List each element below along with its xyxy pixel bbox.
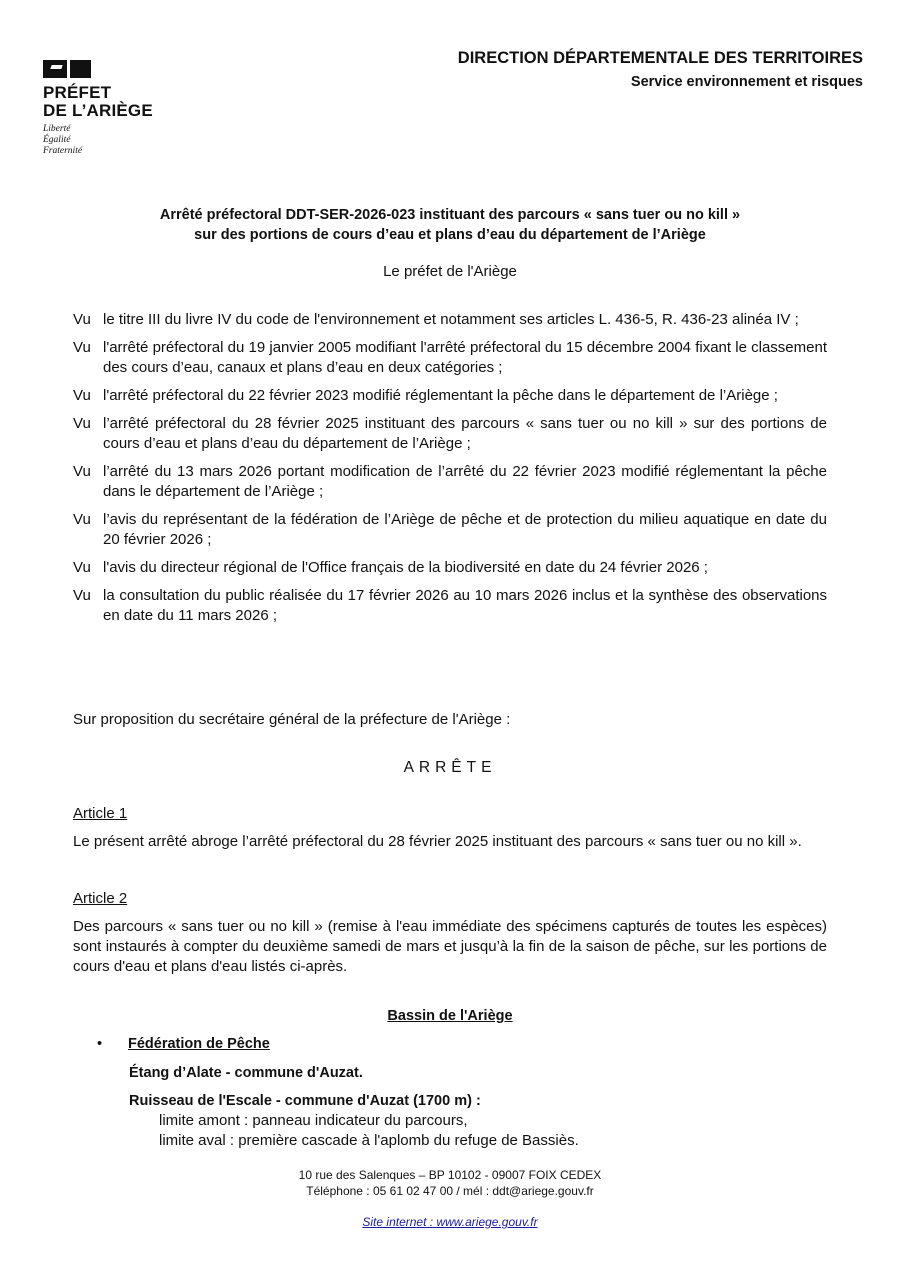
prefet-line-2: DE L’ARIÈGE bbox=[43, 101, 153, 120]
vu-label: Vu bbox=[73, 511, 91, 528]
footer-address: 10 rue des Salenques – BP 10102 - 09007 FOIX CEDEX bbox=[298, 1168, 602, 1182]
federation-label: Fédération de Pêche bbox=[128, 1036, 270, 1052]
site-label: Site internet : bbox=[362, 1215, 437, 1229]
direction-title: DIRECTION DÉPARTEMENTALE DES TERRITOIRES bbox=[457, 49, 863, 67]
article-2-text: Des parcours « sans tuer ou no kill » (remise à l'eau immédiate des spécimens capturés de toutes les espèces) sont instaurés à compter du deuxième samedi de mars et jusqu’à la fin de la saison de pêche, sur les portions de cours d'eau et plans d'eau listés ci-après. bbox=[73, 918, 827, 975]
proposition-text: Sur proposition du secrétaire général de la préfecture de l'Ariège : bbox=[73, 711, 511, 728]
vu-text: l’arrêté préfectoral du 28 février 2025 instituant des parcours « sans tuer ou no kill » sur des portions de cours d’eau et plans d’eau du département de l’Ariège ; bbox=[103, 415, 827, 452]
limite-amont: limite amont : panneau indicateur du parcours, bbox=[159, 1112, 468, 1129]
footer bbox=[0, 1167, 900, 1199]
vu-item bbox=[73, 586, 827, 626]
footer-site-link[interactable] bbox=[0, 1214, 900, 1230]
prefet-name bbox=[43, 84, 173, 120]
article-2-heading: Article 2 bbox=[73, 890, 128, 907]
vu-text: l’avis du représentant de la fédération de l’Ariège de pêche et de protection du milieu aquatique en date du 20 février 2026 ; bbox=[103, 511, 827, 548]
marianne-logo-icon bbox=[43, 60, 91, 78]
vu-text: l’arrêté du 13 mars 2026 portant modification de l’arrêté du 22 février 2023 modifié réglementant la pêche dans le département de l’Ariège ; bbox=[103, 463, 827, 500]
motto-fraternite: Fraternité bbox=[43, 146, 83, 156]
vu-text: l'arrêté préfectoral du 19 janvier 2005 modifiant l'arrêté préfectoral du 15 décembre 2004 fixant le classement des cours d’eau, canaux et plans d’eau en deux catégories ; bbox=[103, 339, 827, 376]
motto-liberte: Liberté bbox=[43, 124, 71, 134]
vu-item bbox=[73, 510, 827, 550]
vu-item bbox=[73, 386, 827, 406]
motto-egalite: Égalité bbox=[43, 135, 71, 145]
vu-label: Vu bbox=[73, 339, 91, 356]
vu-item bbox=[73, 414, 827, 454]
arrete-heading: ARRÊTE bbox=[403, 759, 497, 776]
footer-contact: Téléphone : 05 61 02 47 00 / mél : ddt@ariege.gouv.fr bbox=[306, 1184, 594, 1198]
federation-item bbox=[97, 1034, 270, 1054]
site-url[interactable]: www.ariege.gouv.fr bbox=[436, 1215, 538, 1229]
prefet-line-1: PRÉFET bbox=[43, 83, 112, 102]
vu-label: Vu bbox=[73, 387, 91, 404]
document-title bbox=[73, 205, 827, 245]
etang-alate: Étang d’Alate - commune d'Auzat. bbox=[129, 1065, 363, 1081]
vu-label: Vu bbox=[73, 463, 91, 480]
title-line-2: sur des portions de cours d’eau et plans d’eau du département de l’Ariège bbox=[194, 227, 706, 243]
bullet-icon: • bbox=[97, 1036, 103, 1052]
article-1-heading: Article 1 bbox=[73, 805, 128, 822]
vu-text: l'arrêté préfectoral du 22 février 2023 modifié réglementant la pêche dans le département de l’Ariège ; bbox=[103, 387, 778, 404]
limite-aval: limite aval : première cascade à l'aplomb du refuge de Bassiès. bbox=[159, 1132, 579, 1149]
bassin-heading: Bassin de l'Ariège bbox=[387, 1008, 513, 1024]
republic-motto bbox=[43, 124, 173, 157]
vu-label: Vu bbox=[73, 311, 91, 328]
vu-list bbox=[73, 310, 827, 634]
article-1-text: Le présent arrêté abroge l’arrêté préfectoral du 28 février 2025 instituant des parcours « sans tuer ou no kill ». bbox=[73, 833, 802, 850]
vu-item bbox=[73, 338, 827, 378]
vu-label: Vu bbox=[73, 587, 91, 604]
vu-item bbox=[73, 310, 827, 330]
vu-item bbox=[73, 462, 827, 502]
ruisseau-escale: Ruisseau de l'Escale - commune d'Auzat (1700 m) : bbox=[129, 1093, 481, 1109]
vu-text: l'avis du directeur régional de l'Office français de la biodiversité en date du 24 février 2026 ; bbox=[103, 559, 708, 576]
service-name: Service environnement et risques bbox=[630, 74, 863, 90]
title-line-1: Arrêté préfectoral DDT-SER-2026-023 instituant des parcours « sans tuer ou no kill » bbox=[159, 207, 741, 223]
prefet-statement: Le préfet de l'Ariège bbox=[383, 263, 517, 280]
vu-label: Vu bbox=[73, 415, 91, 432]
vu-text: le titre III du livre IV du code de l'environnement et notamment ses articles L. 436-5, R. 436-23 alinéa IV ; bbox=[103, 311, 799, 328]
vu-label: Vu bbox=[73, 559, 91, 576]
vu-item bbox=[73, 558, 827, 578]
prefet-logo bbox=[43, 60, 173, 157]
header-direction bbox=[458, 47, 863, 93]
vu-text: la consultation du public réalisée du 17 février 2026 au 10 mars 2026 inclus et la synthèse des observations en date du 11 mars 2026 ; bbox=[103, 587, 827, 624]
